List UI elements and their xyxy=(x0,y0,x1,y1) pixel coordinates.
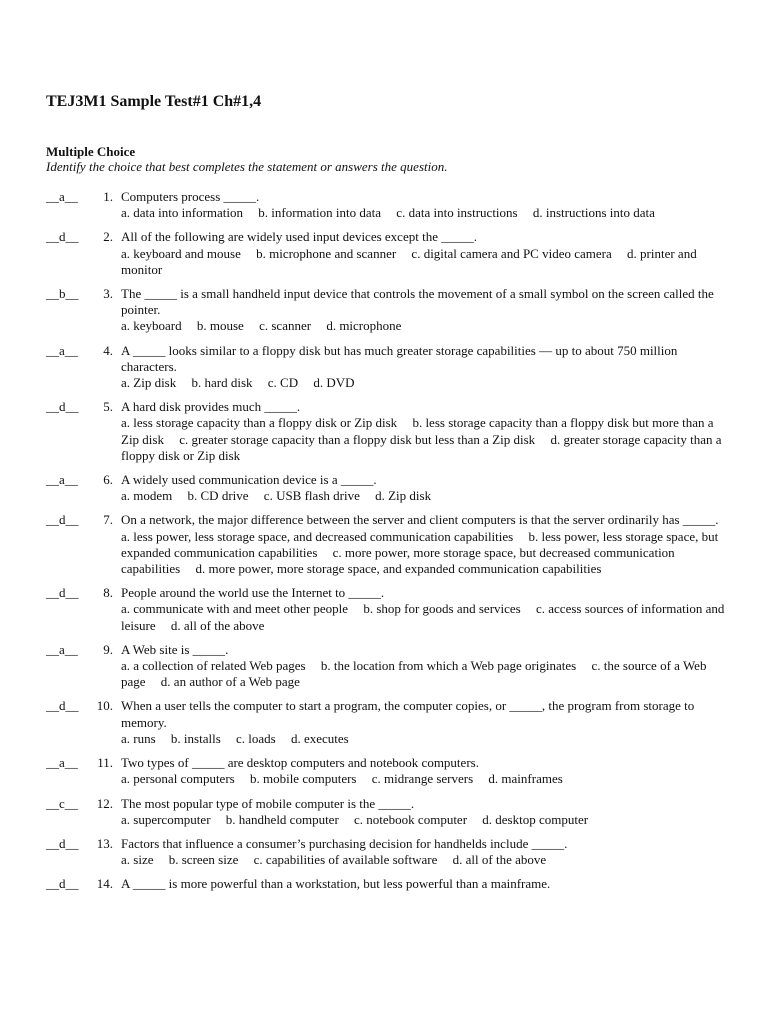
answer-choice: a. communicate with and meet other people xyxy=(121,601,349,617)
answer-blank: __d__ xyxy=(46,876,79,892)
question-stem: All of the following are widely used input devices except the _____. xyxy=(121,229,477,245)
answer-choice: c. more power, more storage space, but decreased communication capabilities xyxy=(121,544,675,577)
answer-choice: a. keyboard and mouse xyxy=(121,245,241,261)
answer-choice: d. all of the above xyxy=(170,617,265,633)
answer-blank: __a__ xyxy=(46,472,78,488)
answer-choice: c. greater storage capacity than a floppy disk but less than a Zip disk xyxy=(179,431,536,447)
answer-choice: b. CD drive xyxy=(187,488,249,504)
question-body xyxy=(113,876,728,892)
answer-choice: d. all of the above xyxy=(452,852,547,868)
answer-choice: d. more power, more storage space, and expanded communication capabilities xyxy=(195,561,602,577)
question-number: 1. xyxy=(103,189,113,204)
question-number: 12. xyxy=(96,795,113,811)
answer-blank: __a__ xyxy=(46,342,78,358)
answer-choice: b. microphone and scanner xyxy=(256,245,397,261)
question-body xyxy=(113,343,728,392)
answer-blank: __d__ xyxy=(46,585,79,601)
question-item xyxy=(46,286,728,335)
question-stem: The _____ is a small handheld input device that controls the movement of a small symbol on the screen called the pointer. xyxy=(121,286,714,318)
answer-choice: a. supercomputer xyxy=(121,811,211,827)
question-body xyxy=(113,585,728,634)
answer-choice: b. information into data xyxy=(258,205,382,221)
question-number: 13. xyxy=(96,835,113,851)
section-instructions: Identify the choice that best completes the statement or answers the question. xyxy=(46,159,448,174)
question-item xyxy=(46,796,728,828)
question-number: 10. xyxy=(96,698,113,714)
question-stem: A widely used communication device is a _____. xyxy=(121,472,377,488)
choice-list xyxy=(121,601,728,633)
question-item xyxy=(46,755,728,787)
question-body xyxy=(113,755,728,787)
answer-choice: b. less power, less storage space, but expanded communication capabilities xyxy=(121,528,719,560)
answer-blank: __c__ xyxy=(46,795,78,811)
answer-blank: __a__ xyxy=(46,641,78,657)
question-list xyxy=(46,189,728,893)
answer-choice: d. an author of a Web page xyxy=(160,674,300,690)
answer-choice: b. handheld computer xyxy=(225,811,339,827)
question-stem: A _____ looks similar to a floppy disk but has much greater storage capabilities — up to about 750 million characters. xyxy=(121,342,678,374)
answer-blank: __d__ xyxy=(46,512,79,528)
answer-choice: c. notebook computer xyxy=(354,811,468,827)
answer-choice: b. screen size xyxy=(168,852,239,868)
question-number: 2. xyxy=(103,229,113,245)
choice-list xyxy=(121,415,728,464)
question-body xyxy=(113,836,728,868)
question-stem: Computers process _____. xyxy=(121,189,260,204)
question-item xyxy=(46,698,728,747)
answer-choice: c. midrange servers xyxy=(371,771,474,787)
question-item xyxy=(46,876,728,892)
question-number: 7. xyxy=(103,512,113,528)
question-stem: People around the world use the Internet to _____. xyxy=(121,585,385,601)
answer-choice: b. hard disk xyxy=(191,375,253,391)
question-body xyxy=(113,399,728,464)
answer-choice: b. the location from which a Web page originates xyxy=(320,658,577,674)
answer-choice: d. instructions into data xyxy=(532,205,655,221)
question-stem: Two types of _____ are desktop computers and notebook computers. xyxy=(121,755,479,771)
answer-choice: b. shop for goods and services xyxy=(363,601,521,617)
answer-choice: a. less storage capacity than a floppy disk or Zip disk xyxy=(121,415,398,431)
question-number: 3. xyxy=(103,286,113,302)
answer-choice: a. data into information xyxy=(121,205,244,221)
choice-list xyxy=(121,812,728,828)
answer-blank: __d__ xyxy=(46,698,79,714)
choice-list xyxy=(121,246,728,278)
question-stem: A _____ is more powerful than a workstation, but less powerful than a mainframe. xyxy=(121,876,551,892)
question-stem: The most popular type of mobile computer is the _____. xyxy=(121,795,415,811)
question-number: 11. xyxy=(97,755,113,771)
answer-blank: __d__ xyxy=(46,399,79,415)
question-number: 5. xyxy=(103,399,113,415)
answer-choice: a. keyboard xyxy=(121,318,182,334)
answer-choice: c. access sources of information and leisure xyxy=(121,601,725,633)
question-item xyxy=(46,399,728,464)
choice-list xyxy=(121,771,728,787)
answer-choice: b. less storage capacity than a floppy disk but more than a Zip disk xyxy=(121,415,714,447)
question-body xyxy=(113,472,728,504)
answer-choice: a. runs xyxy=(121,730,156,746)
question-body xyxy=(113,642,728,691)
choice-list xyxy=(121,318,728,334)
question-body xyxy=(113,796,728,828)
question-stem: A hard disk provides much _____. xyxy=(121,399,301,415)
question-stem: A Web site is _____. xyxy=(121,641,229,657)
answer-choice: c. data into instructions xyxy=(396,205,518,221)
question-item xyxy=(46,472,728,504)
answer-choice: c. capabilities of available software xyxy=(253,852,438,868)
answer-choice: b. installs xyxy=(170,730,221,746)
answer-choice: d. microphone xyxy=(326,318,402,334)
question-number: 8. xyxy=(103,585,113,601)
question-item xyxy=(46,343,728,392)
answer-choice: d. printer and monitor xyxy=(121,245,697,277)
answer-blank: __a__ xyxy=(46,755,78,771)
question-body xyxy=(113,698,728,747)
answer-choice: c. scanner xyxy=(259,318,312,334)
question-number: 9. xyxy=(103,641,113,657)
question-item xyxy=(46,229,728,278)
question-item xyxy=(46,512,728,577)
answer-choice: c. USB flash drive xyxy=(263,488,360,504)
answer-choice: c. CD xyxy=(267,375,299,391)
answer-choice: d. executes xyxy=(290,730,349,746)
question-item xyxy=(46,642,728,691)
question-body xyxy=(113,512,728,577)
answer-choice: d. desktop computer xyxy=(482,811,589,827)
question-stem: When a user tells the computer to start a program, the computer copies, or _____, the program from storage to memory. xyxy=(121,698,695,730)
answer-choice: d. greater storage capacity than a floppy disk or Zip disk xyxy=(121,431,722,463)
answer-choice: b. mouse xyxy=(196,318,244,334)
answer-blank: __d__ xyxy=(46,229,79,245)
question-item xyxy=(46,189,728,221)
question-number: 14. xyxy=(96,876,113,892)
choice-list xyxy=(121,658,728,690)
answer-choice: a. size xyxy=(121,852,154,868)
section-heading: Multiple Choice xyxy=(46,144,136,159)
answer-choice: a. modem xyxy=(121,488,173,504)
question-body xyxy=(113,286,728,335)
choice-list xyxy=(121,205,728,221)
answer-choice: d. DVD xyxy=(313,375,355,391)
answer-blank: __a__ xyxy=(46,189,78,204)
answer-blank: __d__ xyxy=(46,835,79,851)
question-number: 6. xyxy=(103,472,113,488)
question-item xyxy=(46,836,728,868)
answer-choice: a. less power, less storage space, and decreased communication capabilities xyxy=(121,528,514,544)
answer-choice: d. Zip disk xyxy=(375,488,432,504)
page-title: TEJ3M1 Sample Test#1 Ch#1,4 xyxy=(46,93,262,110)
answer-choice: d. mainframes xyxy=(488,771,563,787)
question-stem: On a network, the major difference between the server and client computers is that the server ordinarily has _____. xyxy=(121,512,719,528)
question-item xyxy=(46,585,728,634)
choice-list xyxy=(121,375,728,391)
choice-list xyxy=(121,852,728,868)
question-number: 4. xyxy=(103,342,113,358)
answer-choice: c. the source of a Web page xyxy=(121,658,707,690)
answer-choice: a. a collection of related Web pages xyxy=(121,658,306,674)
question-stem: Factors that influence a consumer’s purchasing decision for handhelds include _____. xyxy=(121,835,568,851)
answer-choice: b. mobile computers xyxy=(249,771,357,787)
answer-choice: a. Zip disk xyxy=(121,375,177,391)
answer-choice: c. loads xyxy=(236,730,276,746)
answer-choice: a. personal computers xyxy=(121,771,235,787)
choice-list xyxy=(121,488,728,504)
answer-choice: c. digital camera and PC video camera xyxy=(411,245,612,261)
question-body xyxy=(113,229,728,278)
answer-blank: __b__ xyxy=(46,286,79,302)
choice-list xyxy=(121,731,728,747)
question-body xyxy=(113,189,728,221)
choice-list xyxy=(121,529,728,578)
